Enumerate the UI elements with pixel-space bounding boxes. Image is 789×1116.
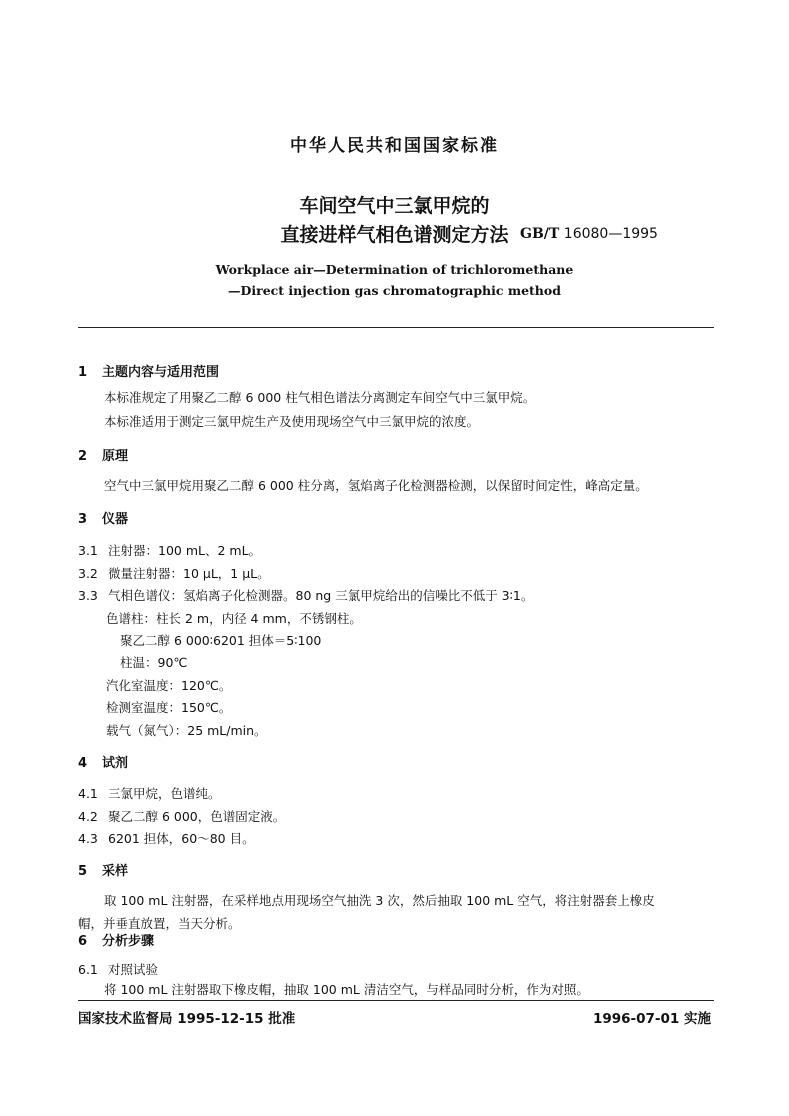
- issuing-organization: 中华人民共和国国家标准: [290, 136, 499, 156]
- item-4-2: 4.2 聚乙二醇 6 000，色谱固定液。: [78, 809, 286, 824]
- title-zh-line1: 车间空气中三氯甲烷的: [299, 195, 490, 217]
- standard-prefix: GB/T: [520, 226, 560, 242]
- carrier-gas: 载气（氮气）：25 mL/min。: [106, 723, 267, 738]
- section-6-para-1: 将 100 mL 注射器取下橡皮帽，抽取 100 mL 清洁空气，与样品同时分析，作为对照。: [104, 982, 589, 997]
- section-1-heading: 1 主题内容与适用范围: [78, 365, 220, 380]
- approval-note: 国家技术监督局 1995-12-15 批准: [78, 1011, 296, 1027]
- column-spec: 色谱柱：柱长 2 m，内径 4 mm，不锈钢柱。: [106, 611, 362, 626]
- detector-temperature: 检测室温度：150℃。: [106, 700, 232, 715]
- section-2-para-1: 空气中三氯甲烷用聚乙二醇 6 000 柱分离，氢焰离子化检测器检测，以保留时间定性，峰高定量。: [104, 478, 648, 493]
- title-en-line1: Workplace air—Determination of trichloromethane: [215, 262, 574, 277]
- section-6-heading: 6 分析步骤: [78, 934, 155, 949]
- section-3-heading: 3 仪器: [78, 512, 129, 527]
- section-5-heading: 5 采样: [78, 864, 129, 879]
- title-zh-line2: 直接进样气相色谱测定方法: [280, 224, 509, 246]
- item-3-3: 3.3 气相色谱仪：氢焰离子化检测器。80 ng 三氯甲烷给出的信噪比不低于 3∶1。: [78, 588, 534, 603]
- section-5-para-1: 取 100 mL 注射器，在采样地点用现场空气抽洗 3 次，然后抽取 100 mL 空气，将注射器套上橡皮: [104, 893, 655, 908]
- section-1-para-1: 本标准规定了用聚乙二醇 6 000 柱气相色谱法分离测定车间空气中三氯甲烷。: [104, 390, 536, 405]
- footer-divider: [78, 1000, 714, 1001]
- column-temperature: 柱温：90℃: [120, 655, 188, 670]
- standard-code: [520, 226, 658, 242]
- item-6-1: 6.1 对照试验: [78, 962, 159, 977]
- section-1-para-2: 本标准适用于测定三氯甲烷生产及使用现场空气中三氯甲烷的浓度。: [104, 414, 480, 429]
- header-divider: [78, 327, 714, 328]
- item-4-1: 4.1 三氯甲烷，色谱纯。: [78, 786, 221, 801]
- column-packing: 聚乙二醇 6 000∶6201 担体＝5∶100: [120, 633, 322, 648]
- vaporizer-temperature: 汽化室温度：120℃。: [106, 678, 232, 693]
- section-2-heading: 2 原理: [78, 449, 129, 464]
- item-3-2: 3.2 微量注射器：10 μL，1 μL。: [78, 566, 270, 581]
- item-3-1: 3.1 注射器：100 mL、2 mL。: [78, 543, 262, 558]
- item-4-3: 4.3 6201 担体，60～80 目。: [78, 831, 255, 846]
- section-5-para-2: 帽，并垂直放置，当天分析。: [78, 916, 241, 931]
- effective-date: 1996-07-01 实施: [592, 1011, 711, 1027]
- standard-number: 16080—1995: [563, 226, 658, 242]
- section-4-heading: 4 试剂: [78, 756, 129, 771]
- title-en-line2: —Direct injection gas chromatographic method: [228, 283, 561, 298]
